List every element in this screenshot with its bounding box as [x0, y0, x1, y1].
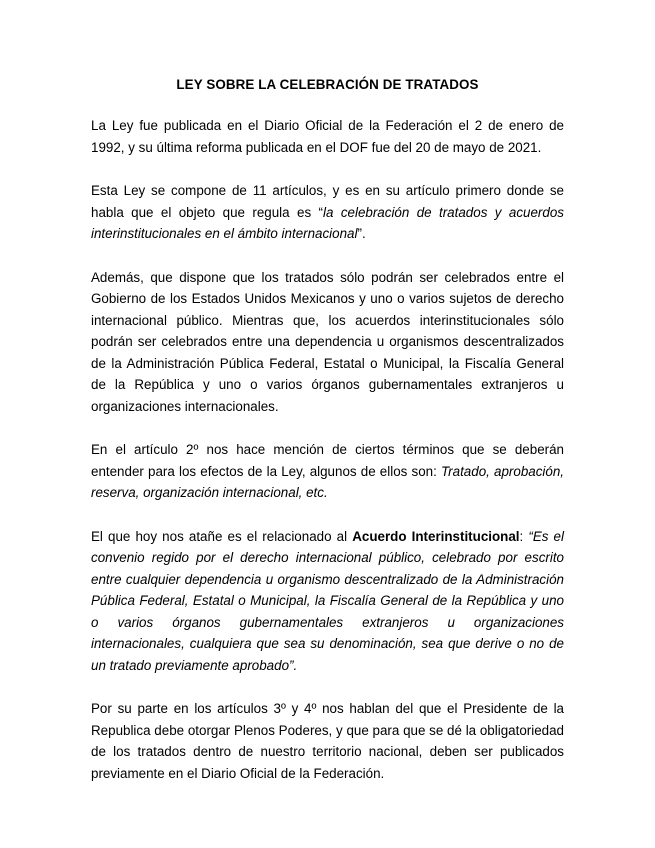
paragraph-publication: La Ley fue publicada en el Diario Oficial de la Federación el 2 de enero de 1992, y su última reforma publicada en el DOF fue del 20 de mayo de 2021.	[91, 118, 564, 155]
article-2-terms: Tratado, aprobación, reserva, organización internacional, etc.	[91, 463, 564, 500]
paragraph-composition	[91, 180, 564, 245]
interinstitutional-term: Acuerdo Interinstitucional	[352, 528, 520, 544]
interinstitutional-definition: “Es el convenio regido por el derecho internacional público, celebrado por escrito entre cualquier dependencia u organismo descentralizado de la Administración Pública Federal, Estatal o Municipal, la Fiscalía General de la República y uno o varios órganos gubernamentales extranjeros u organizaciones internacionales, cualquiera que sea su denominación, sea que derive o no de un tratado previamente aprobado”.	[91, 528, 564, 673]
paragraph-treaties: Además, que dispone que los tratados sólo podrán ser celebrados entre el Gobierno de los Estados Unidos Mexicanos y uno o varios sujetos de derecho internacional público. Mientras que, los acuerdos interinstitucionales sólo podrán ser celebrados entre una dependencia u organismos descentralizados de la Administración Pública Federal, Estatal o Municipal, la Fiscalía General de la República y uno o varios órganos gubernamentales extranjeros u organizaciones internacionales.	[91, 269, 564, 414]
composition-end: ”.	[357, 226, 366, 241]
article-2-text: En el artículo 2º nos hace mención de ciertos términos que se deberán entender para los efectos de la Ley, algunos de ellos son:	[91, 442, 564, 479]
interinstitutional-colon: :	[519, 528, 529, 544]
paragraph-articles-3-4: Por su parte en los artículos 3º y 4º nos hablan del que el Presidente de la Republica debe otorgar Plenos Poderes, y que para que se dé la obligatoriedad de los tratados dentro de nuestro territorio nacional, deben ser publicados previamente en el Diario Oficial de la Federación.	[91, 701, 564, 781]
composition-text: Esta Ley se compone de 11 artículos, y es en su artículo primero donde se habla que el objeto que regula es “	[91, 183, 564, 220]
composition-quote: la celebración de tratados y acuerdos interinstitucionales en el ámbito internacional	[91, 204, 564, 241]
document-title: LEY SOBRE LA CELEBRACIÓN DE TRATADOS	[176, 77, 479, 92]
paragraph-interinstitutional	[91, 526, 564, 677]
interinstitutional-text: El que hoy nos atañe es el relacionado al	[91, 528, 353, 544]
paragraph-article-2	[91, 439, 564, 504]
